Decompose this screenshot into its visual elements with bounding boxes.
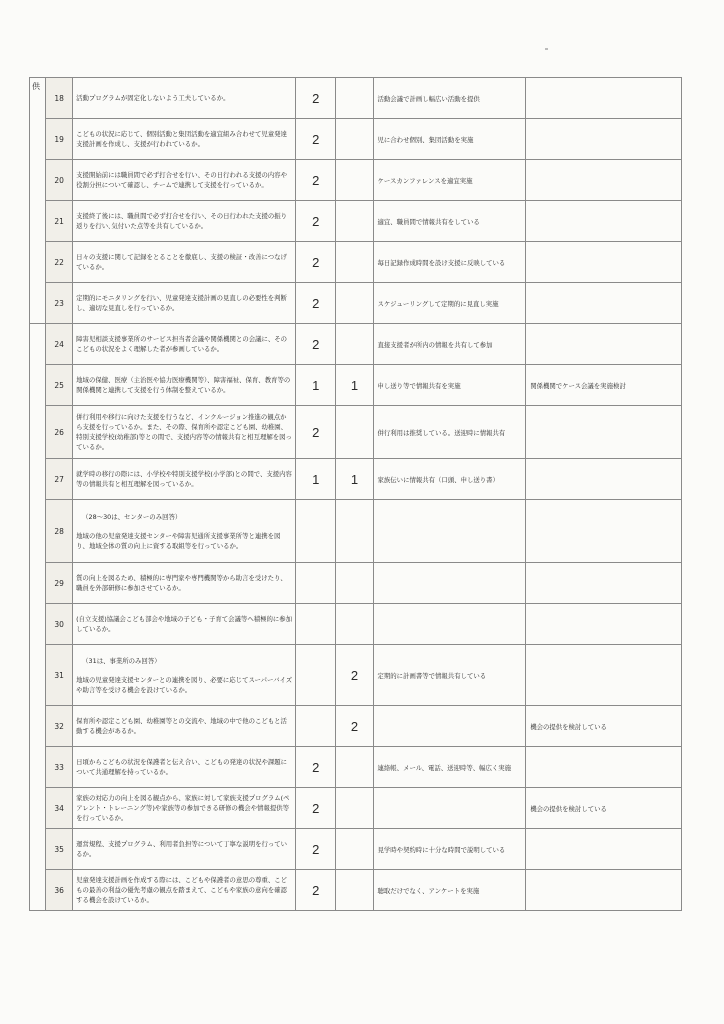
answer-col-1: 2 (296, 160, 336, 201)
question-label: 運営規程、支援プログラム、利用者負担等について丁寧な説明を行っているか。 (76, 840, 288, 858)
improvement-text: 関係機関でケース会議を実施検討 (526, 365, 682, 406)
answer-col-2 (336, 119, 373, 160)
answer-col-1: 1 (296, 459, 336, 500)
answer-col-2 (336, 160, 373, 201)
comment-text: 聴取だけでなく、アンケートを実施 (373, 870, 526, 911)
answer-col-1: 2 (296, 747, 336, 788)
question-label: 保育所や認定こども園、幼稚園等との交流や、地域の中で他のこどもと活動する機会があるか。 (76, 717, 287, 735)
comment-text: 見学時や契約時に十分な時間で説明している (373, 829, 526, 870)
improvement-text (526, 119, 682, 160)
question-text (73, 706, 296, 747)
question-text (73, 829, 296, 870)
answer-col-1: 1 (296, 365, 336, 406)
comment-text (373, 563, 526, 604)
table-row (30, 283, 682, 324)
improvement-text (526, 747, 682, 788)
item-number: 34 (46, 788, 73, 829)
comment-text: ケースカンファレンスを適宜実施 (373, 160, 526, 201)
table-row (30, 645, 682, 706)
question-label: 支援終了後には、職員間で必ず打合せを行い、その日行われた支援の振り返りを行い､気付いた点等を共有しているか。 (76, 212, 288, 230)
comment-text (373, 500, 526, 563)
evaluation-table-body (30, 78, 682, 911)
question-label: 日々の支援に関して記録をとることを徹底し、支援の検証・改善につなげているか。 (76, 253, 287, 271)
question-label: 児童発達支援計画を作成する際には、こどもや保護者の意思の尊重、こどもの最善の利益の優先考慮の観点を踏まえて、こどもや家族の意向を確認する機会を設けているか。 (76, 876, 288, 904)
item-number: 35 (46, 829, 73, 870)
answer-col-1 (296, 604, 336, 645)
item-number: 29 (46, 563, 73, 604)
answer-col-1: 2 (296, 119, 336, 160)
answer-col-1: 2 (296, 324, 336, 365)
answer-col-1 (296, 645, 336, 706)
answer-col-2 (336, 283, 373, 324)
table-row (30, 324, 682, 365)
answer-col-2 (336, 324, 373, 365)
question-text (73, 747, 296, 788)
improvement-text: 機会の提供を検討している (526, 788, 682, 829)
answer-col-1: 2 (296, 406, 336, 459)
question-text (73, 500, 296, 563)
comment-text (373, 604, 526, 645)
comment-text (373, 788, 526, 829)
question-label: 日頃からこどもの状況を保護者と伝え合い、こどもの発達の状況や課題について共通理解を持っているか。 (76, 758, 288, 776)
answer-col-1: 2 (296, 78, 336, 119)
question-text (73, 283, 296, 324)
question-text (73, 459, 296, 500)
answer-col-1 (296, 706, 336, 747)
question-label: 活動プログラムが固定化しないよう工夫しているか。 (76, 94, 230, 102)
question-text (73, 119, 296, 160)
table-row (30, 119, 682, 160)
question-text (73, 160, 296, 201)
table-row (30, 78, 682, 119)
improvement-text (526, 829, 682, 870)
evaluation-table (29, 77, 682, 911)
item-number: 32 (46, 706, 73, 747)
item-number: 23 (46, 283, 73, 324)
comment-text: 活動会議で計画し幅広い活動を提供 (373, 78, 526, 119)
question-label: 質の向上を図るため、積極的に専門家や専門機関等から助言を受けたり、職員を外部研修に参加させているか。 (76, 574, 287, 592)
answer-col-1: 2 (296, 201, 336, 242)
answer-col-2 (336, 829, 373, 870)
table-row (30, 788, 682, 829)
improvement-text (526, 500, 682, 563)
table-row (30, 870, 682, 911)
comment-text: 直接支援者が所内の情報を共有して参加 (373, 324, 526, 365)
question-note: （31は、事業所のみ回答） (82, 656, 161, 665)
table-row (30, 160, 682, 201)
question-label: 支援開始前には職員間で必ず打合せを行い、その日行われる支援の内容や役割分担について確認し、チームで連携して支援を行っているか。 (76, 171, 288, 189)
item-number: 26 (46, 406, 73, 459)
improvement-text (526, 78, 682, 119)
item-number: 36 (46, 870, 73, 911)
question-label: こどもの状況に応じて、個別活動と集団活動を適宜組み合わせて児童発達支援計画を作成し、支援が行われているか。 (76, 130, 287, 148)
answer-col-1 (296, 500, 336, 563)
item-number: 19 (46, 119, 73, 160)
answer-col-2 (336, 870, 373, 911)
answer-col-1: 2 (296, 788, 336, 829)
question-label: 定期的にモニタリングを行い、児童発達支援計画の見直しの必要性を判断し、適切な見直しを行っているか。 (76, 294, 287, 312)
question-label: 地域の児童発達支援センターとの連携を図り、必要に応じてスーパーバイズや助言等を受ける機会を設けているか。 (76, 675, 293, 694)
question-text (73, 201, 296, 242)
improvement-text (526, 604, 682, 645)
comment-text: 家族伝いに情報共有（口頭、申し送り書） (373, 459, 526, 500)
item-number: 24 (46, 324, 73, 365)
answer-col-2 (336, 242, 373, 283)
table-row (30, 747, 682, 788)
question-label: 障害児相談支援事業所のサービス担当者会議や関係機関との会議に、そのこどもの状況をよく理解した者が参画しているか。 (76, 335, 288, 353)
improvement-text (526, 459, 682, 500)
improvement-text (526, 201, 682, 242)
question-text (73, 870, 296, 911)
improvement-text (526, 406, 682, 459)
item-number: 31 (46, 645, 73, 706)
comment-text: 申し送り等で情報共有を実施 (373, 365, 526, 406)
answer-col-1 (296, 563, 336, 604)
table-row (30, 201, 682, 242)
answer-col-2 (336, 78, 373, 119)
answer-col-2 (336, 747, 373, 788)
section-label: 供 (30, 78, 46, 324)
item-number: 28 (46, 500, 73, 563)
section-label-blank (30, 324, 46, 911)
question-label: (自立支援)協議会こども部会や地域の子ども・子育て会議等へ積極的に参加しているか。 (76, 615, 293, 633)
table-row (30, 365, 682, 406)
improvement-text (526, 563, 682, 604)
item-number: 33 (46, 747, 73, 788)
answer-col-2: 2 (336, 706, 373, 747)
table-row (30, 829, 682, 870)
comment-text: 毎日記録作成時間を設け支援に反映している (373, 242, 526, 283)
answer-col-2 (336, 500, 373, 563)
question-note: （28～30は、センターのみ回答） (82, 512, 182, 521)
table-row (30, 406, 682, 459)
answer-col-1: 2 (296, 283, 336, 324)
answer-col-2 (336, 788, 373, 829)
answer-col-1: 2 (296, 242, 336, 283)
item-number: 22 (46, 242, 73, 283)
scan-speck (545, 48, 548, 50)
comment-text: 児に合わせ個別、集団活動を実施 (373, 119, 526, 160)
answer-col-2 (336, 201, 373, 242)
comment-text (373, 706, 526, 747)
answer-col-1: 2 (296, 829, 336, 870)
item-number: 18 (46, 78, 73, 119)
comment-text: 定期的に計画書等で情報共有している (373, 645, 526, 706)
improvement-text (526, 160, 682, 201)
item-number: 21 (46, 201, 73, 242)
question-label: 地域の他の児童発達支援センターや障害児通所支援事業所等と連携を図り、地域全体の質の向上に資する取組等を行っているか。 (76, 531, 281, 550)
answer-col-2: 1 (336, 459, 373, 500)
question-text (73, 788, 296, 829)
question-text (73, 242, 296, 283)
item-number: 30 (46, 604, 73, 645)
question-text (73, 406, 296, 459)
question-label: 就学時の移行の際には、小学校や特別支援学校(小学部)との間で、支援内容等の情報共有と相互理解を図っているか。 (76, 470, 292, 488)
question-label: 併行利用や移行に向けた支援を行うなど、インクルージョン推進の観点から支援を行っているか。また、その際、保育所や認定こども園、幼稚園、特別支援学校(幼稚部)等との間で、支援内容等の情報共有と相互理解を図っているか。 (76, 413, 292, 451)
comment-text: スケジューリングして定期的に見直し実施 (373, 283, 526, 324)
improvement-text (526, 870, 682, 911)
improvement-text (526, 645, 682, 706)
table-row (30, 706, 682, 747)
answer-col-2: 1 (336, 365, 373, 406)
question-text (73, 645, 296, 706)
answer-col-2: 2 (336, 645, 373, 706)
comment-text: 併行利用は推奨している。送迎時に情報共有 (373, 406, 526, 459)
improvement-text (526, 324, 682, 365)
table-row (30, 459, 682, 500)
question-text (73, 563, 296, 604)
question-text (73, 324, 296, 365)
item-number: 20 (46, 160, 73, 201)
answer-col-1: 2 (296, 870, 336, 911)
question-label: 家族の対応力の向上を図る観点から、家族に対して家族支援プログラム(ペアレント・トレーニング等)や家族等の参加できる研修の機会や情報提供等を行っているか。 (76, 794, 290, 822)
question-text (73, 365, 296, 406)
answer-col-2 (336, 563, 373, 604)
answer-col-2 (336, 406, 373, 459)
improvement-text: 機会の提供を検討している (526, 706, 682, 747)
comment-text: 連絡帳、メール、電話、送迎時等、幅広く実施 (373, 747, 526, 788)
question-label: 地域の保健、医療（主治医や協力医療機関等）、障害福祉、保育、教育等の関係機関と連携して支援を行う体制を整えているか。 (76, 376, 291, 394)
item-number: 25 (46, 365, 73, 406)
improvement-text (526, 242, 682, 283)
table-row (30, 242, 682, 283)
question-text (73, 604, 296, 645)
table-row (30, 604, 682, 645)
question-text (73, 78, 296, 119)
table-row (30, 500, 682, 563)
table-row (30, 563, 682, 604)
item-number: 27 (46, 459, 73, 500)
answer-col-2 (336, 604, 373, 645)
comment-text: 適宜、職員間で情報共有をしている (373, 201, 526, 242)
improvement-text (526, 283, 682, 324)
